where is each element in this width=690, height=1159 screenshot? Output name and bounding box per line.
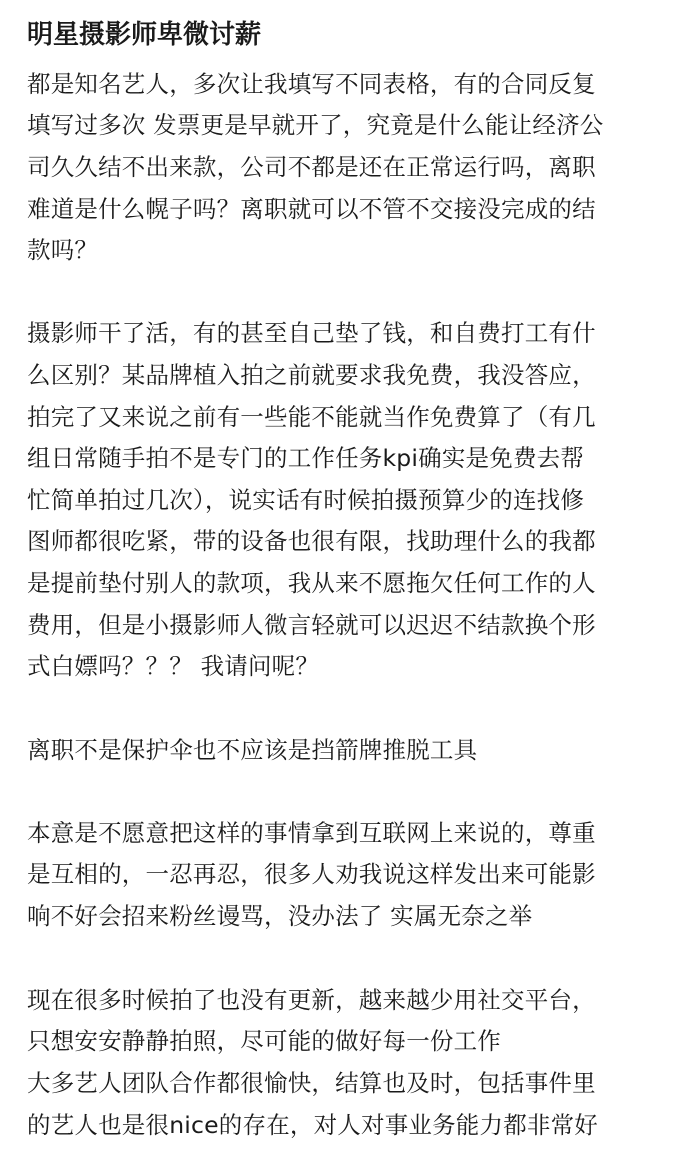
body-line: 响不好会招来粉丝谩骂，没办法了 实属无奈之举 [27,902,533,930]
body-line: 是提前垫付别人的款项，我从来不愿拖欠任何工作的人 [27,569,596,597]
body-line: 本意是不愿意把这样的事情拿到互联网上来说的，尊重 [27,819,596,847]
body-line: 难道是什么幌子吗？离职就可以不管不交接没完成的结 [27,195,596,223]
post-title: 明星摄影师卑微讨薪 [27,20,262,50]
body-line: 拍完了又来说之前有一些能不能就当作免费算了（有几 [27,403,596,431]
body-line: 都是知名艺人，多次让我填写不同表格，有的合同反复 [27,70,596,98]
body-line: 现在很多时候拍了也没有更新，越来越少用社交平台， [27,986,596,1014]
body-line: 么区别？某品牌植入拍之前就要求我免费，我没答应， [27,361,596,389]
body-line: 填写过多次 发票更是早就开了，究竟是什么能让经济公 [27,111,604,139]
body-line: 摄影师干了活，有的甚至自己垫了钱，和自费打工有什 [27,319,596,347]
body-line: 是互相的，一忍再忍，很多人劝我说这样发出来可能影 [27,860,596,888]
body-line: 的艺人也是很nice的存在，对人对事业务能力都非常好 [27,1111,599,1139]
body-line: 只想安安静静拍照，尽可能的做好每一份工作 [27,1027,501,1055]
body-line: 图师都很吃紧，带的设备也很有限，找助理什么的我都 [27,527,596,555]
body-line: 忙简单拍过几次），说实话有时候拍摄预算少的连找修 [27,486,585,514]
body-line: 司久久结不出来款，公司不都是还在正常运行吗，离职 [27,153,596,181]
body-line: 式白嫖吗？？？ 我请问呢？ [27,652,320,680]
body-line: 款吗？ [27,236,99,264]
body-line: 离职不是保护伞也不应该是挡箭牌推脱工具 [27,736,478,764]
body-line: 费用，但是小摄影师人微言轻就可以迟迟不结款换个形 [27,611,596,639]
body-line: 组日常随手拍不是专门的工作任务kpi确实是免费去帮 [27,444,585,472]
body-line: 大多艺人团队合作都很愉快，结算也及时，包括事件里 [27,1069,596,1097]
